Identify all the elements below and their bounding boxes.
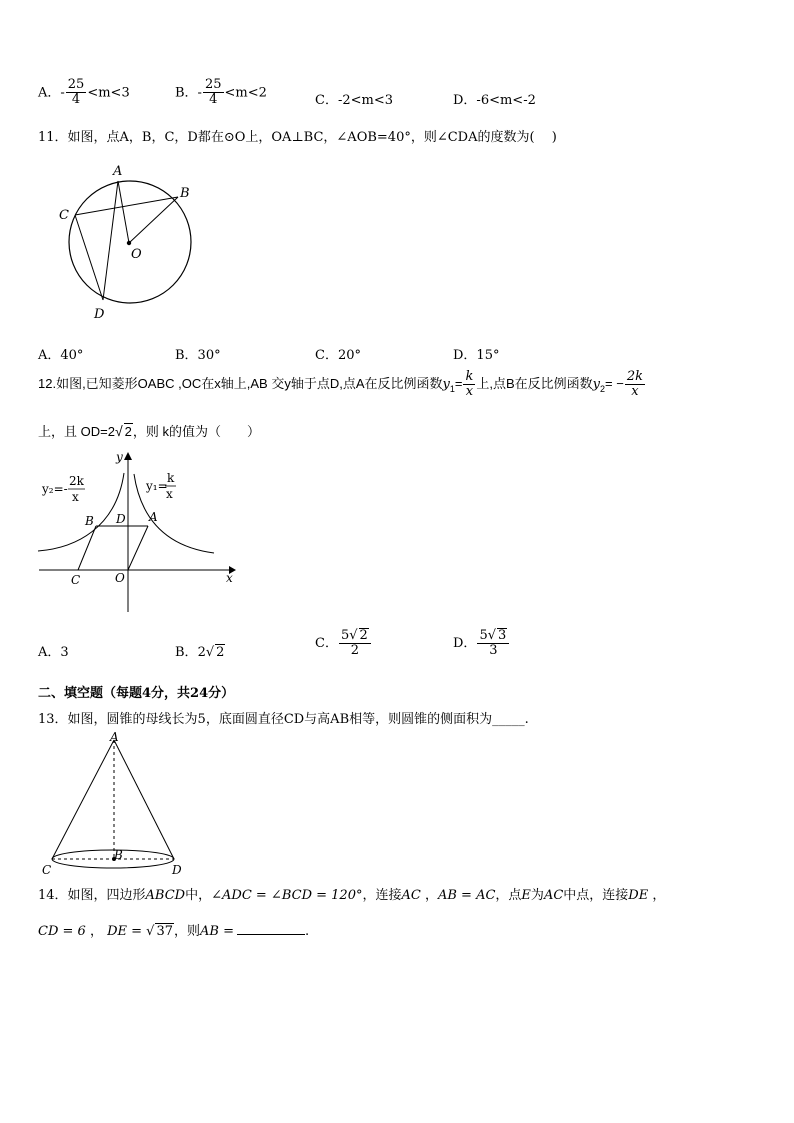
q14-stem-line2: CD = 6 ， DE = √ 37，则AB = .	[38, 924, 310, 939]
q12-segment-bc	[78, 526, 96, 570]
q14-ac2: AC	[543, 888, 564, 903]
q14-e: E	[521, 888, 531, 903]
q12-label-y: y	[116, 450, 123, 464]
q12-y-arrow	[124, 452, 132, 460]
q14-de-eq: DE =	[107, 924, 143, 939]
q13-slant-left	[52, 740, 114, 859]
q12-c-fraction: $\frac{5√ 2}{2}$	[339, 628, 371, 659]
q12-c-rad: 2	[359, 628, 368, 643]
q12-fig-y2-den: x	[72, 490, 79, 504]
q14-text-f: 中点，连接	[563, 888, 629, 903]
q11-segment-cb	[75, 197, 178, 215]
q11-label-c: C	[59, 208, 69, 223]
q12-eq: =	[454, 376, 463, 392]
q11-circle-figure	[50, 160, 210, 330]
q12-option-c	[315, 628, 372, 659]
q14-text-d: ，点	[495, 888, 522, 903]
q12-y2-sub: 2	[600, 383, 606, 394]
q12-option-a: A．3	[38, 645, 69, 660]
q13-stem: 13．如图，圆锥的母线长为5，底面圆直径CD与高AB相等，则圆锥的侧面积为_____.	[38, 712, 529, 727]
q14-text-g: ，则	[173, 924, 200, 939]
q12-stem-line2: 上，且 OD=2√ 2，则 k的值为（ ）	[38, 423, 260, 439]
q10-a-fraction	[66, 78, 87, 108]
q14-ab-eq: AB =	[200, 924, 234, 939]
q12-label-b: B	[85, 514, 94, 528]
q12-y1-sub: 1	[449, 383, 455, 394]
q12-b-coef: 2	[197, 645, 206, 660]
q12-c-coef: 5	[340, 628, 350, 643]
q12-b-rad: 2	[216, 645, 225, 660]
q12-c-den: 2	[350, 643, 360, 659]
q10-a-den: 4	[71, 92, 81, 108]
q10-b-rest: <m<2	[224, 85, 267, 101]
q12-option-d	[453, 628, 510, 659]
q10-option-a	[38, 78, 130, 108]
q12-text-d: ，则 k的值为（ ）	[132, 424, 260, 439]
q12-option-b: B．2√ 2	[175, 645, 225, 660]
q10-b-prefix: B．-	[175, 85, 202, 101]
q11-option-c: C．20°	[315, 348, 361, 363]
q12-d-coef: 5	[479, 628, 488, 643]
q10-option-c: C．-2<m<3	[315, 93, 393, 108]
q12-y2: y	[592, 377, 601, 393]
q12-c-letter: C．	[315, 635, 338, 651]
q12-text-c: 上，且 OD=2	[38, 424, 115, 439]
q14-text-b: 中，	[185, 888, 212, 903]
q12-d-den: 3	[489, 643, 498, 659]
q14-cd6: CD = 6	[38, 924, 86, 939]
q12-label-a: A	[149, 510, 158, 524]
q12-frac2-num: 2k	[626, 369, 643, 384]
q12-d-rad: 3	[498, 628, 507, 643]
q13-slant-right	[114, 740, 174, 859]
q11-option-b: B．30°	[175, 348, 221, 363]
q12-fig-y1-label: y₁=	[146, 479, 168, 493]
q14-stem-line1: 14．如图，四边形ABCD中，∠ADC = ∠BCD = 120°，连接AC ，AB = AC，点E为AC中点，连接DE ，	[38, 888, 666, 903]
q11-stem: 11．如图，点A，B，C，D都在⊙O上，OA⊥BC，∠AOB=40°，则∠CDA的度数为( )	[38, 130, 557, 145]
q12-label-x: x	[226, 571, 233, 585]
q14-text-a: 14．如图，四边形	[38, 888, 146, 903]
q12-rhombus-figure	[36, 448, 241, 618]
q12-fraction-2k-over-x	[625, 370, 645, 400]
q11-label-a: A	[113, 164, 123, 179]
q10-a-prefix: A．-	[38, 85, 65, 101]
q12-fig-y1-den: x	[166, 487, 173, 501]
q10-option-d: D．-6<m<-2	[453, 93, 536, 108]
q14-text-c: ，连接	[362, 888, 402, 903]
q12-fig-y1-num: k	[167, 471, 175, 485]
q12-d-fraction: $\frac{5√ 3}{3}$	[477, 628, 509, 659]
q14-answer-blank[interactable]	[237, 934, 305, 935]
q11-center-dot	[127, 241, 131, 245]
q10-a-rest: <m<3	[87, 85, 130, 101]
q12-label-d: D	[116, 512, 126, 526]
q12-stem-line1	[38, 370, 646, 400]
q13-label-c: C	[42, 863, 52, 877]
q12-text-a: 12.如图,已知菱形OABC ,OC在x轴上,AB 交y轴于点D,点A在反比例函数	[38, 376, 443, 392]
q14-text-e: 为	[530, 888, 544, 903]
q12-b-letter: B．	[175, 645, 198, 660]
q14-sqrt37: 37	[156, 924, 173, 939]
q11-option-d: D．15°	[453, 348, 500, 363]
q12-d-letter: D．	[453, 635, 477, 651]
q12-frac2-den: x	[631, 384, 639, 400]
q11-label-o: O	[131, 247, 142, 262]
q10-option-b	[175, 78, 267, 108]
q11-label-b: B	[180, 186, 190, 201]
q11-option-a: A．40°	[38, 348, 84, 363]
q11-label-d: D	[94, 307, 105, 322]
q12-eq-neg: = −	[605, 376, 624, 392]
section-title: 二、填空题（每题4分，共24分）	[38, 686, 235, 701]
q10-b-den: 4	[209, 92, 218, 108]
q12-frac1-den: x	[465, 384, 474, 400]
q11-segment-da	[103, 181, 118, 300]
q12-label-c: C	[71, 573, 81, 587]
q14-abcd: ABCD	[145, 888, 186, 903]
q11-segment-oa	[118, 181, 129, 243]
q10-b-fraction	[203, 78, 224, 108]
q13-label-d: D	[172, 863, 182, 877]
q14-ac: AC	[401, 888, 421, 903]
q14-de: DE	[628, 888, 649, 903]
q13-cone-figure	[38, 728, 188, 878]
q13-label-b: B	[114, 848, 123, 862]
q12-fig-y2-label: y₂=-	[42, 482, 68, 496]
q14-ab-ac: AB = AC	[437, 888, 496, 903]
q12-fraction-k-over-x	[463, 370, 475, 400]
q12-sqrt-value: 2	[124, 424, 132, 439]
q14-angle-eq: ∠ADC = ∠BCD = 120°	[211, 888, 363, 903]
q10-a-num: 25	[67, 77, 85, 92]
q12-frac1-num: k	[465, 369, 474, 384]
q12-text-b: 上,点B在反比例函数	[476, 376, 593, 392]
q12-label-o: O	[115, 571, 125, 585]
q13-label-a: A	[110, 730, 119, 744]
q12-y1: y	[442, 377, 450, 393]
q12-segment-ao	[128, 526, 148, 570]
q12-fig-y2-num: 2k	[69, 474, 84, 488]
q10-b-num: 25	[204, 77, 222, 92]
